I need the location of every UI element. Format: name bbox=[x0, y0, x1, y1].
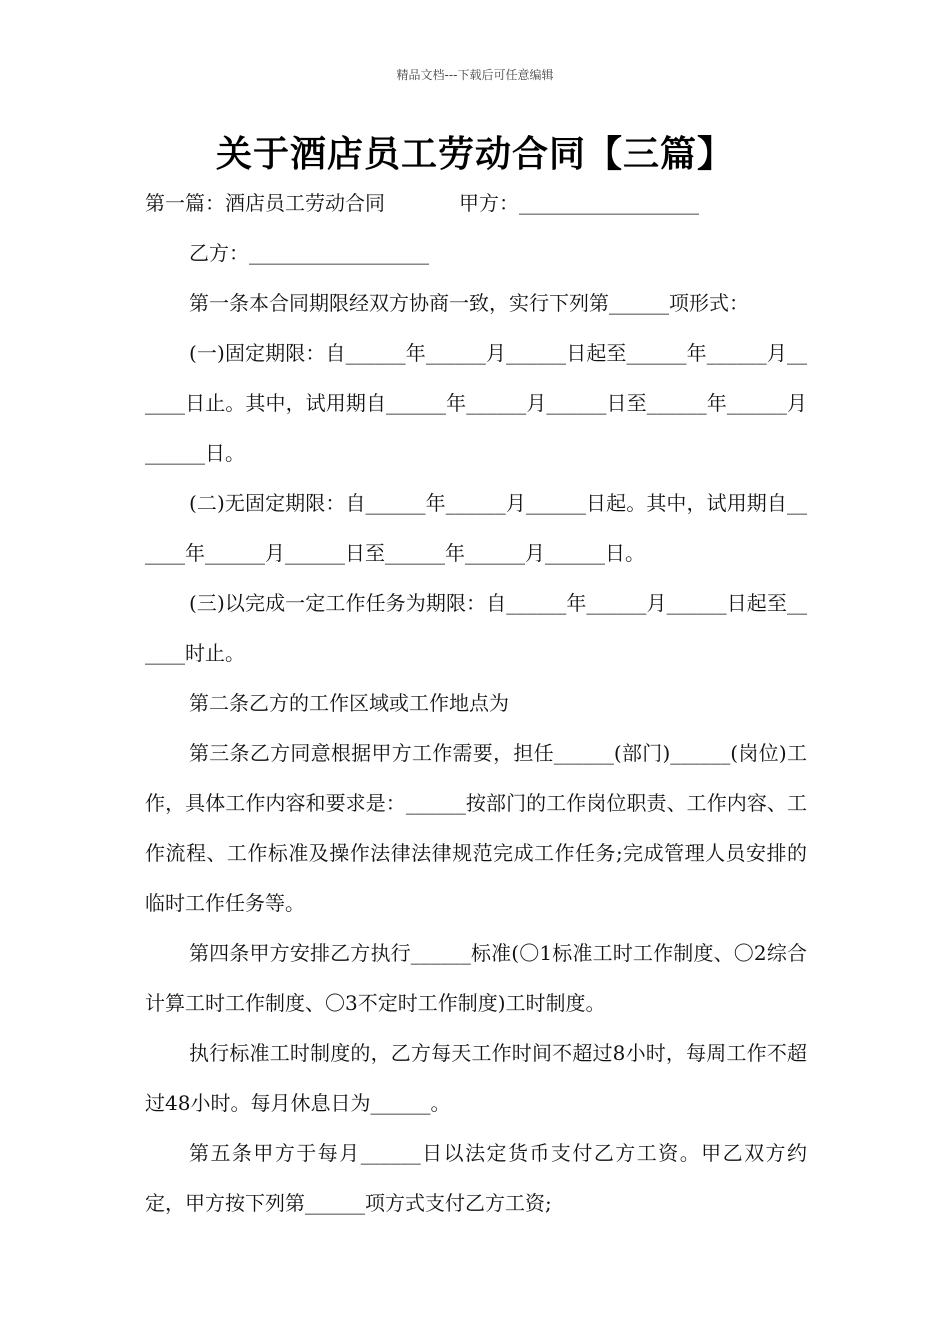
header-note: 精品文档---下载后可任意编辑 bbox=[396, 68, 554, 82]
party-b-field: 乙方：__________________ bbox=[189, 241, 429, 265]
section-heading: 第一篇：酒店员工劳动合同 bbox=[145, 191, 385, 215]
paragraph-article-5: 第五条甲方于每月______日以法定货币支付乙方工资。甲乙双方约定，甲方按下列第______项方式支付乙方工资; bbox=[145, 1141, 807, 1215]
paragraph-task-term: (三)以完成一定工作任务为期限：自______年______月______日起至______时止。 bbox=[145, 591, 807, 665]
paragraph-fixed-term: (一)固定期限：自______年______月______日起至______年______月______日止。其中，试用期自______年______月______日至______年______月______日。 bbox=[145, 341, 807, 465]
first-line bbox=[145, 178, 807, 228]
paragraph-article-4: 第四条甲方安排乙方执行______标准(〇1标准工时工作制度、〇2综合计算工时工作制度、〇3不定时工作制度)工时制度。 bbox=[145, 941, 807, 1015]
paragraph-article-3: 第三条乙方同意根据甲方工作需要，担任______(部门)______(岗位)工作，具体工作内容和要求是：______按部门的工作岗位职责、工作内容、工作流程、工作标准及操作法律法律规范完成工作任务;完成管理人员安排的临时工作任务等。 bbox=[145, 741, 807, 915]
party-a-field: 甲方：__________________ bbox=[459, 191, 699, 215]
document-body bbox=[145, 178, 807, 1228]
document-title: 关于酒店员工劳动合同【三篇】 bbox=[215, 133, 734, 175]
paragraph-working-hours: 执行标准工时制度的，乙方每天工作时间不超过8小时，每周工作不超过48小时。每月休息日为______。 bbox=[145, 1041, 807, 1115]
paragraph-article-2: 第二条乙方的工作区域或工作地点为 bbox=[189, 691, 509, 715]
paragraph-open-term: (二)无固定期限：自______年______月______日起。其中，试用期自______年______月______日至______年______月______日。 bbox=[145, 491, 807, 565]
paragraph-article-1: 第一条本合同期限经双方协商一致，实行下列第______项形式： bbox=[189, 291, 749, 315]
